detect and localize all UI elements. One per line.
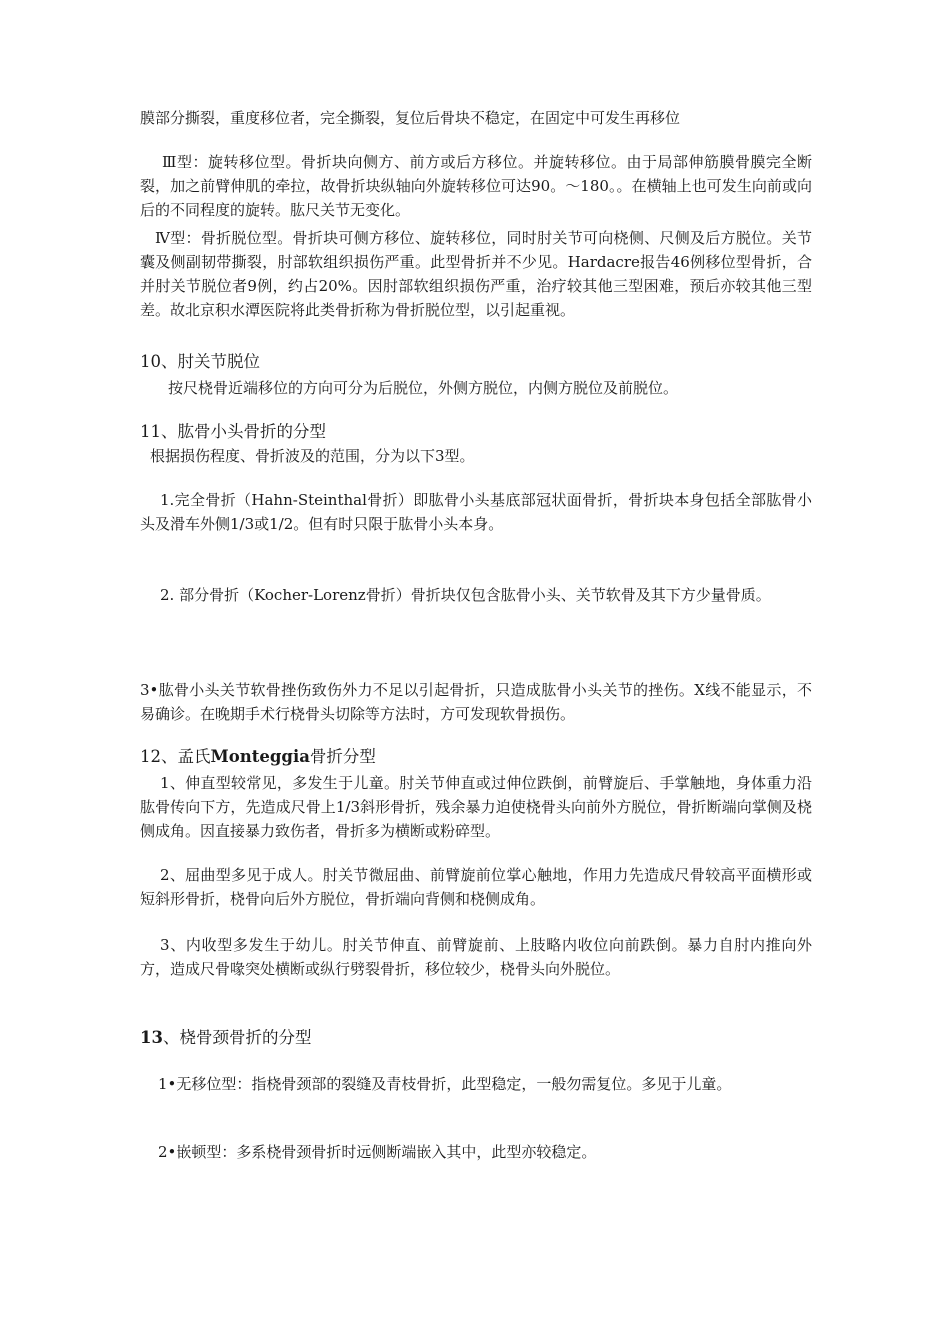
heading-13-number: 13 (140, 1028, 163, 1047)
paragraph-11-intro: 根据损伤程度、骨折波及的范围，分为以下3型。 (150, 447, 475, 465)
heading-12 (140, 745, 812, 769)
paragraph-type-4: Ⅳ型：骨折脱位型。骨折块可侧方移位、旋转移位，同时肘关节可向桡侧、尺侧及后方脱位。关节囊及侧副韧带撕裂，肘部软组织损伤严重。此型骨折并不少见。Hardacre报告46例移位型骨折，合并肘关节脱位者9例，约占20%。因肘部软组织损伤严重，治疗较其他三型困难，预后亦较其他三型差。故北京积水潭医院将此类骨折称为骨折脱位型，以引起重视。 (140, 229, 812, 319)
heading-12-prefix: 12、孟氏 (140, 747, 211, 766)
heading-11: 11、肱骨小头骨折的分型 (140, 422, 326, 441)
paragraph-11-item-1: 1.完全骨折（Hahn-Steinthal骨折）即肱骨小头基底部冠状面骨折，骨折块本身包括全部肱骨小头及滑车外侧1/3或1/2。但有时只限于肱骨小头本身。 (140, 491, 812, 533)
heading-12-suffix: 骨折分型 (309, 747, 376, 766)
paragraph-continuation: 膜部分撕裂，重度移位者，完全撕裂，复位后骨块不稳定，在固定中可发生再移位 (140, 109, 681, 127)
paragraph-12-item-3: 3、内收型多发生于幼儿。肘关节伸直、前臂旋前、上肢略内收位向前跌倒。暴力自肘内推向外方，造成尺骨喙突处横断或纵行劈裂骨折，移位较少，桡骨头向外脱位。 (140, 936, 812, 978)
paragraph-11-item-2: 2. 部分骨折（Kocher-Lorenz骨折）骨折块仅包含肱骨小头、关节软骨及其下方少量骨质。 (160, 586, 771, 604)
heading-13 (140, 1026, 812, 1050)
paragraph-type-3: Ⅲ型：旋转移位型。骨折块向侧方、前方或后方移位。并旋转移位。由于局部伸筋膜骨膜完全断裂，加之前臂伸肌的牵拉，故骨折块纵轴向外旋转移位可达90。〜180。。在横轴上也可发生向前或向后的不同程度的旋转。肱尺关节无变化。 (140, 153, 812, 219)
paragraph-10: 按尺桡骨近端移位的方向可分为后脱位，外侧方脱位，内侧方脱位及前脱位。 (168, 379, 679, 397)
heading-13-title: 、桡骨颈骨折的分型 (162, 1028, 312, 1047)
paragraph-11-item-3: 3•肱骨小头关节软骨挫伤致伤外力不足以引起骨折，只造成肱骨小头关节的挫伤。X线不能显示，不易确诊。在晚期手术行桡骨头切除等方法时，方可发现软骨损伤。 (140, 681, 812, 723)
paragraph-13-item-2: 2•嵌顿型：多系桡骨颈骨折时远侧断端嵌入其中，此型亦较稳定。 (158, 1143, 597, 1161)
paragraph-12-item-1: 1、伸直型较常见，多发生于儿童。肘关节伸直或过伸位跌倒，前臂旋后、手掌触地，身体重力沿肱骨传向下方，先造成尺骨上1/3斜形骨折，残余暴力迫使桡骨头向前外方脱位，骨折断端向掌侧及桡侧成角。因直接暴力致伤者，骨折多为横断或粉碎型。 (140, 774, 812, 840)
paragraph-13-item-1: 1•无移位型：指桡骨颈部的裂缝及青枝骨折，此型稳定，一般勿需复位。多见于儿童。 (158, 1075, 732, 1093)
heading-12-bold: Monteggia (210, 747, 310, 766)
heading-10: 10、肘关节脱位 (140, 352, 260, 371)
paragraph-12-item-2: 2、屈曲型多见于成人。肘关节微屈曲、前臂旋前位掌心触地，作用力先造成尺骨较高平面横形或短斜形骨折，桡骨向后外方脱位，骨折端向背侧和桡侧成角。 (140, 866, 812, 908)
